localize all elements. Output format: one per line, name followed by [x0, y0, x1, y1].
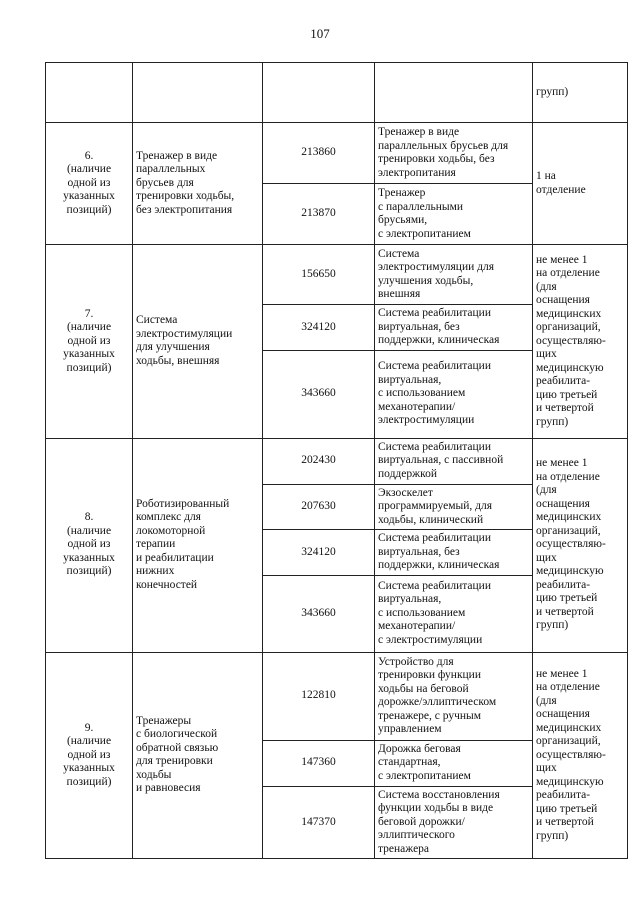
group-number: 8. (наличие одной из указанных позиций) [46, 438, 133, 652]
page-number: 107 [310, 26, 330, 41]
group-note: не менее 1 на отделение (для оснащения медицинских организаций, осуществляю- щих медицинскую реабилита- цию третьей и четвертой групп) [533, 652, 628, 859]
item-code: 324120 [263, 530, 375, 576]
item-code: 343660 [263, 575, 375, 652]
table-row [46, 245, 628, 305]
item-description: Тренажер с параллельными брусьями, с электропитанием [375, 184, 533, 245]
group-name: Система электростимуляции для улучшения ходьбы, внешняя [133, 245, 263, 439]
item-description: Тренажер в виде параллельных брусьев для тренировки ходьбы, без электропитания [375, 123, 533, 184]
item-description: Устройство для тренировки функции ходьбы на беговой дорожке/эллиптическом тренажере, с ручным управлением [375, 652, 533, 740]
group-name: Тренажеры с биологической обратной связью для тренировки ходьбы и равновесия [133, 652, 263, 859]
group-number: 7. (наличие одной из указанных позиций) [46, 245, 133, 439]
item-description: Система реабилитации виртуальная, без поддержки, клиническая [375, 305, 533, 351]
item-code: 202430 [263, 438, 375, 484]
item-code: 343660 [263, 350, 375, 438]
group-name: Роботизированный комплекс для локомоторной терапии и реабилитации нижних конечностей [133, 438, 263, 652]
table-row [46, 123, 628, 184]
item-description: Дорожка беговая стандартная, с электропитанием [375, 740, 533, 786]
continuation-note: групп) [533, 63, 628, 123]
group-note: не менее 1 на отделение (для оснащения медицинских организаций, осуществляю- щих медицинскую реабилита- цию третьей и четвертой групп) [533, 245, 628, 439]
item-code: 147370 [263, 786, 375, 859]
cell-empty [263, 63, 375, 123]
item-description: Экзоскелет программируемый, для ходьбы, клинический [375, 484, 533, 530]
group-number: 6. (наличие одной из указанных позиций) [46, 123, 133, 245]
item-description: Система реабилитации виртуальная, без поддержки, клиническая [375, 530, 533, 576]
cell-empty [46, 63, 133, 123]
group-name: Тренажер в виде параллельных брусьев для тренировки ходьбы, без электропитания [133, 123, 263, 245]
table-row [46, 652, 628, 740]
equipment-table [45, 62, 628, 859]
item-description: Система восстановления функции ходьбы в виде беговой дорожки/ эллиптического тренажера [375, 786, 533, 859]
item-code: 213860 [263, 123, 375, 184]
table-row [46, 438, 628, 484]
item-description: Система реабилитации виртуальная, с использованием механотерапии/ электростимуляции [375, 350, 533, 438]
item-description: Система реабилитации виртуальная, с использованием механотерапии/ с электростимуляции [375, 575, 533, 652]
item-description: Система реабилитации виртуальная, с пассивной поддержкой [375, 438, 533, 484]
item-code: 207630 [263, 484, 375, 530]
group-note: не менее 1 на отделение (для оснащения медицинских организаций, осуществляю- щих медицинскую реабилита- цию третьей и четвертой групп) [533, 438, 628, 652]
item-code: 213870 [263, 184, 375, 245]
item-description: Система электростимуляции для улучшения ходьбы, внешняя [375, 245, 533, 305]
table-row-continuation [46, 63, 628, 123]
item-code: 122810 [263, 652, 375, 740]
cell-empty [133, 63, 263, 123]
item-code: 156650 [263, 245, 375, 305]
group-number: 9. (наличие одной из указанных позиций) [46, 652, 133, 859]
item-code: 324120 [263, 305, 375, 351]
item-code: 147360 [263, 740, 375, 786]
group-note: 1 на отделение [533, 123, 628, 245]
cell-empty [375, 63, 533, 123]
